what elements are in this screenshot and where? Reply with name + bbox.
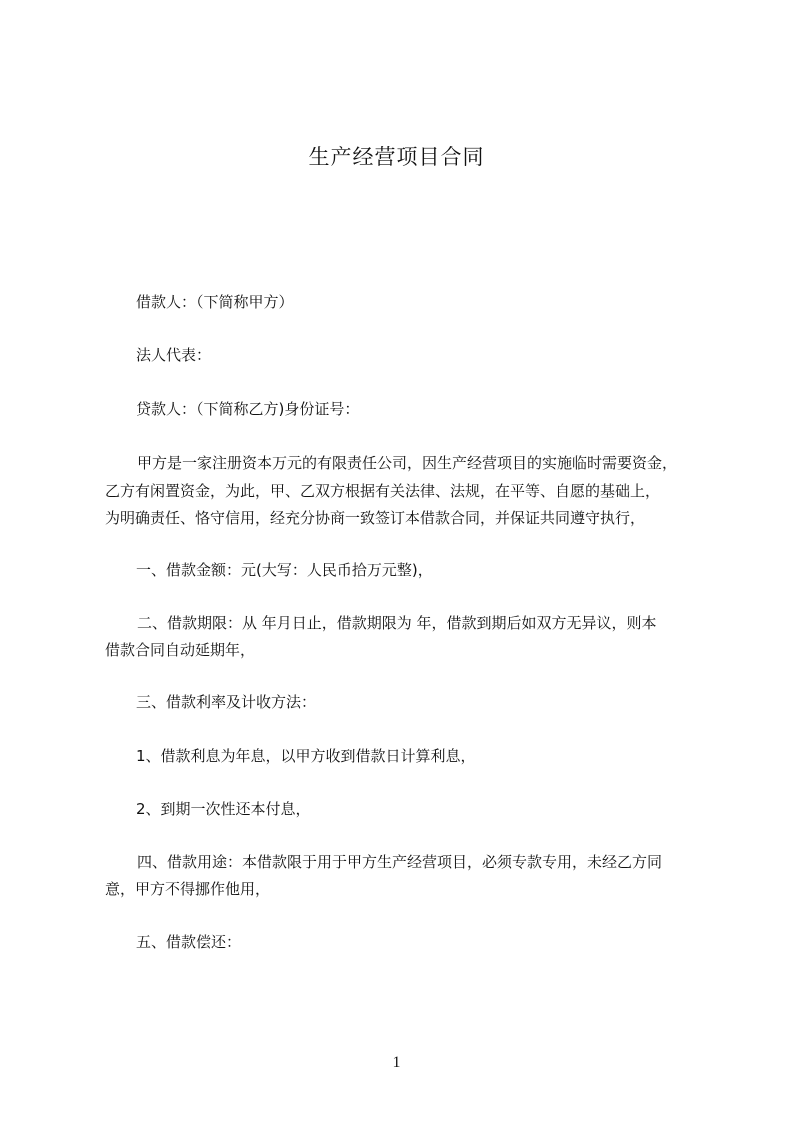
intro-paragraph-line-1: 甲方是一家注册资本万元的有限责任公司，因生产经营项目的实施临时需要资金，: [137, 454, 678, 472]
clause-3-item-1: 1、借款利息为年息，以甲方收到借款日计算利息，: [136, 747, 476, 765]
clause-1-loan-amount: 一、借款金额：元(大写：人民币拾万元整)，: [136, 561, 433, 579]
clause-4-loan-purpose-line-2: 意，甲方不得挪作他用，: [105, 880, 271, 898]
clause-4-loan-purpose-line-1: 四、借款用途：本借款限于用于甲方生产经营项目，必须专款专用，未经乙方同: [137, 853, 663, 871]
page-number: 1: [392, 1054, 401, 1071]
intro-paragraph-line-3: 为明确责任、恪守信用，经充分协商一致签订本借款合同，并保证共同遵守执行，: [105, 509, 646, 527]
intro-paragraph-line-2: 乙方有闲置资金，为此，甲、乙双方根据有关法律、法规，在平等、自愿的基础上，: [105, 482, 661, 500]
clause-5-repayment-heading: 五、借款偿还：: [136, 933, 242, 951]
clause-3-interest-heading: 三、借款利率及计收方法：: [136, 693, 317, 711]
document-title: 生产经营项目合同: [308, 145, 485, 169]
clause-2-loan-term-line-2: 借款合同自动延期年，: [105, 641, 256, 659]
clause-2-loan-term-line-1: 二、借款期限：从 年月日止，借款期限为 年，借款到期后如双方无异议，则本: [137, 614, 657, 632]
borrower-line: 借款人：（下简称甲方）: [136, 293, 294, 311]
legal-representative-line: 法人代表：: [136, 346, 212, 364]
lender-line: 贷款人：（下简称乙方)身份证号：: [136, 400, 360, 418]
clause-3-item-2: 2、到期一次性还本付息，: [136, 800, 311, 818]
